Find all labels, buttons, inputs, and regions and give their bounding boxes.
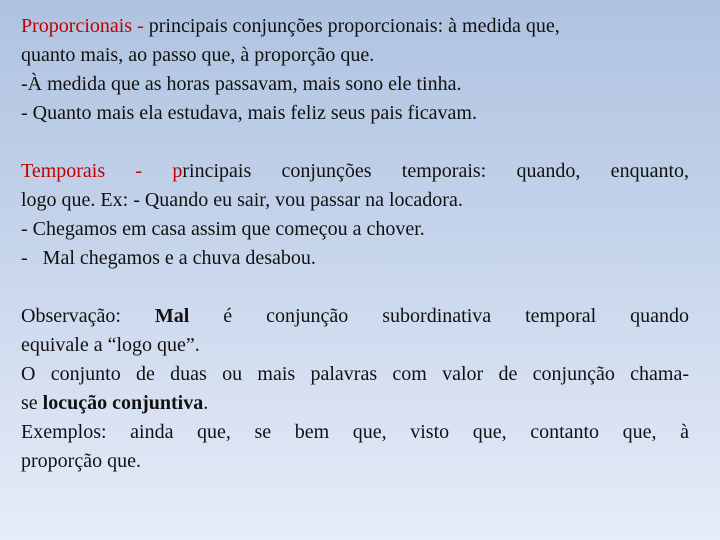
observacao-term-mal: Mal bbox=[154, 305, 190, 327]
temporais-intro-line2: logo que. Ex: - Quando eu sair, vou passar na locadora. bbox=[21, 189, 463, 211]
proporcionais-example-2: - Quanto mais ela estudava, mais feliz seus pais ficavam. bbox=[21, 102, 477, 124]
section-observacao bbox=[21, 302, 689, 476]
temporais-intro-line1 bbox=[21, 157, 689, 186]
heading-dash: - bbox=[105, 160, 173, 182]
proporcionais-intro-text: principais conjunções proporcionais: à medida que, bbox=[148, 15, 560, 37]
locucao-line1: O conjunto de duas ou mais palavras com valor de conjunção chama- bbox=[21, 363, 689, 385]
locucao-suffix: . bbox=[203, 392, 209, 414]
locucao-term: locução conjuntiva bbox=[42, 392, 204, 414]
heading-temporais: Temporais bbox=[21, 160, 106, 182]
observacao-rest: é conjunção subordinativa temporal quando bbox=[189, 305, 689, 327]
observacao-prefix: Observação: bbox=[21, 305, 155, 327]
temporais-first-letter: p bbox=[172, 160, 183, 182]
proporcionais-intro-line2: quanto mais, ao passo que, à proporção que. bbox=[21, 44, 375, 66]
observacao-line1 bbox=[21, 302, 689, 331]
spacer bbox=[21, 273, 689, 302]
slide-content bbox=[21, 12, 689, 476]
exemplos-line2: proporção que. bbox=[21, 450, 141, 472]
temporais-example-2: - Mal chegamos e a chuva desabou. bbox=[21, 247, 316, 269]
spacer bbox=[21, 128, 689, 157]
exemplos-line1: Exemplos: ainda que, se bem que, visto que, contanto que, à bbox=[21, 421, 689, 443]
temporais-intro-text: rincipais conjunções temporais: quando, enquanto, bbox=[182, 160, 689, 182]
section-temporais bbox=[21, 157, 689, 273]
observacao-line2: equivale a “logo que”. bbox=[21, 334, 200, 356]
locucao-line2 bbox=[21, 389, 689, 418]
section-proporcionais bbox=[21, 12, 689, 128]
heading-dash: - bbox=[132, 15, 149, 37]
temporais-example-1: - Chegamos em casa assim que começou a chover. bbox=[21, 218, 425, 240]
locucao-prefix: se bbox=[21, 392, 43, 414]
proporcionais-example-1: -À medida que as horas passavam, mais sono ele tinha. bbox=[21, 73, 462, 95]
heading-proporcionais: Proporcionais bbox=[21, 15, 133, 37]
proporcionais-intro-line1 bbox=[21, 12, 689, 41]
